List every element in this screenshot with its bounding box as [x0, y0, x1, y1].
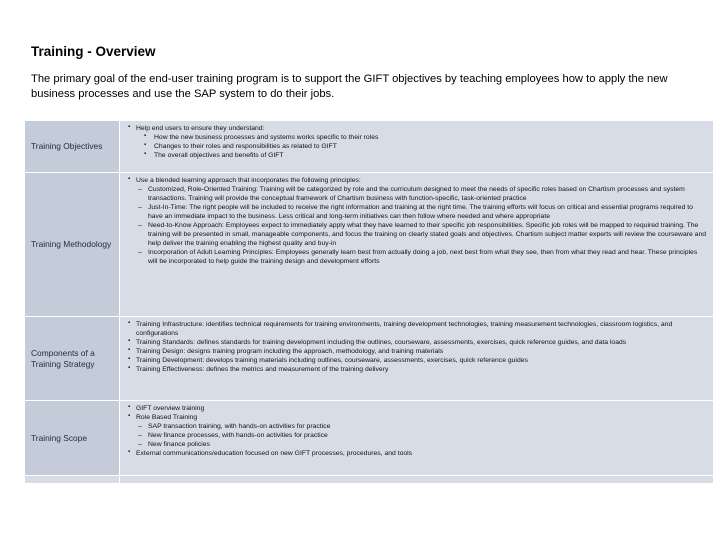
- list-item: – Incorporation of Adult Learning Principles: Employees generally learn best from actually doing a job, next best from what they see, then from what they read and hear. These principles will be incorporated to help guide the training design and development efforts: [136, 248, 707, 266]
- list-item: ▪ Training Infrastructure: identifies technical requirements for training environments, training development technologies, training measurement technologies, classroom logistics, and configurations: [126, 320, 707, 338]
- table-row: [25, 317, 713, 401]
- list-item: ▪ Training Development: develops training materials including outlines, courseware, assessments, exercises, quick reference guides: [126, 356, 707, 365]
- list-item: ▪ GIFT overview training: [126, 404, 707, 413]
- list-item: ▪ The overall objectives and benefits of GIFT: [143, 151, 707, 160]
- list-item: ▪ Use a blended learning approach that incorporates the following principles:: [126, 176, 707, 185]
- table-row-empty: [25, 476, 713, 484]
- list-item: ▪ Training Effectiveness: defines the metrics and measurement of the training delivery: [126, 365, 707, 374]
- row-content: [120, 317, 713, 400]
- row-label-empty: [25, 476, 119, 483]
- list-item: – New finance policies: [136, 440, 707, 449]
- row-content: [120, 121, 713, 172]
- page-title: Training - Overview: [31, 44, 156, 59]
- row-content-empty: [120, 476, 713, 483]
- list-item: ▪ Help end users to ensure they understand: ▪ How the new business processes and systems works specific to their roles ▪ Changes to their roles and responsibilities as related to GIFT ▪ The overall objectives and benefits of GIFT: [126, 124, 707, 160]
- row-label: Training Scope: [25, 401, 119, 475]
- row-label: Components of a Training Strategy: [25, 317, 119, 400]
- list-item: ▪ Role Based Training: [126, 413, 707, 422]
- table-row: [25, 121, 713, 173]
- list-item: – Customized, Role-Oriented Training: Training will be categorized by role and the curriculum designed to meet the needs of specific roles based on Chartism processes and system transactions. Training will provide the conceptual framework of Chartism business with function-specific, task-oriented practice: [136, 185, 707, 203]
- table-row: [25, 173, 713, 317]
- row-content: [120, 173, 713, 316]
- list-item: ▪ How the new business processes and systems works specific to their roles: [143, 133, 707, 142]
- list-item: – Just-In-Time: The right people will be included to receive the right information and training at the right time. The training efforts will focus on critical and essential programs required to have an immediate impact to the business. Less critical and long-term initiatives can then follow where needed and where appropriate: [136, 203, 707, 221]
- list-item: – New finance processes, with hands-on activities for practice: [136, 431, 707, 440]
- list-item: ▪ External communications/education focused on new GIFT processes, procedures, and tools: [126, 449, 707, 458]
- list-item: ▪ Changes to their roles and responsibilities as related to GIFT: [143, 142, 707, 151]
- overview-table: [25, 121, 713, 484]
- row-content: [120, 401, 713, 475]
- table-row: [25, 401, 713, 476]
- row-label: Training Objectives: [25, 121, 119, 172]
- list-item: – Need-to-Know Approach: Employees expect to immediately apply what they have learned to their specific job responsibilities. Specific job roles will be mapped to required training. The training will be presented in small, manageable components, and focus the training on clearly stated goals and objectives. Chartism subject matter experts will review the courseware and help deliver the training enabling the highest quality and buy-in: [136, 221, 707, 248]
- list-item: ▪ Training Standards: defines standards for training development including the outlines, courseware, assessments, exercises, quick reference guides, and data loads: [126, 338, 707, 347]
- list-item: ▪ Training Design: designs training program including the approach, methodology, and training materials: [126, 347, 707, 356]
- list-item: – SAP transaction training, with hands-on activities for practice: [136, 422, 707, 431]
- row-label: Training Methodology: [25, 173, 119, 316]
- intro-paragraph: The primary goal of the end-user training program is to support the GIFT objectives by teaching employees how to apply the new business processes and use the SAP system to do their jobs.: [31, 73, 668, 100]
